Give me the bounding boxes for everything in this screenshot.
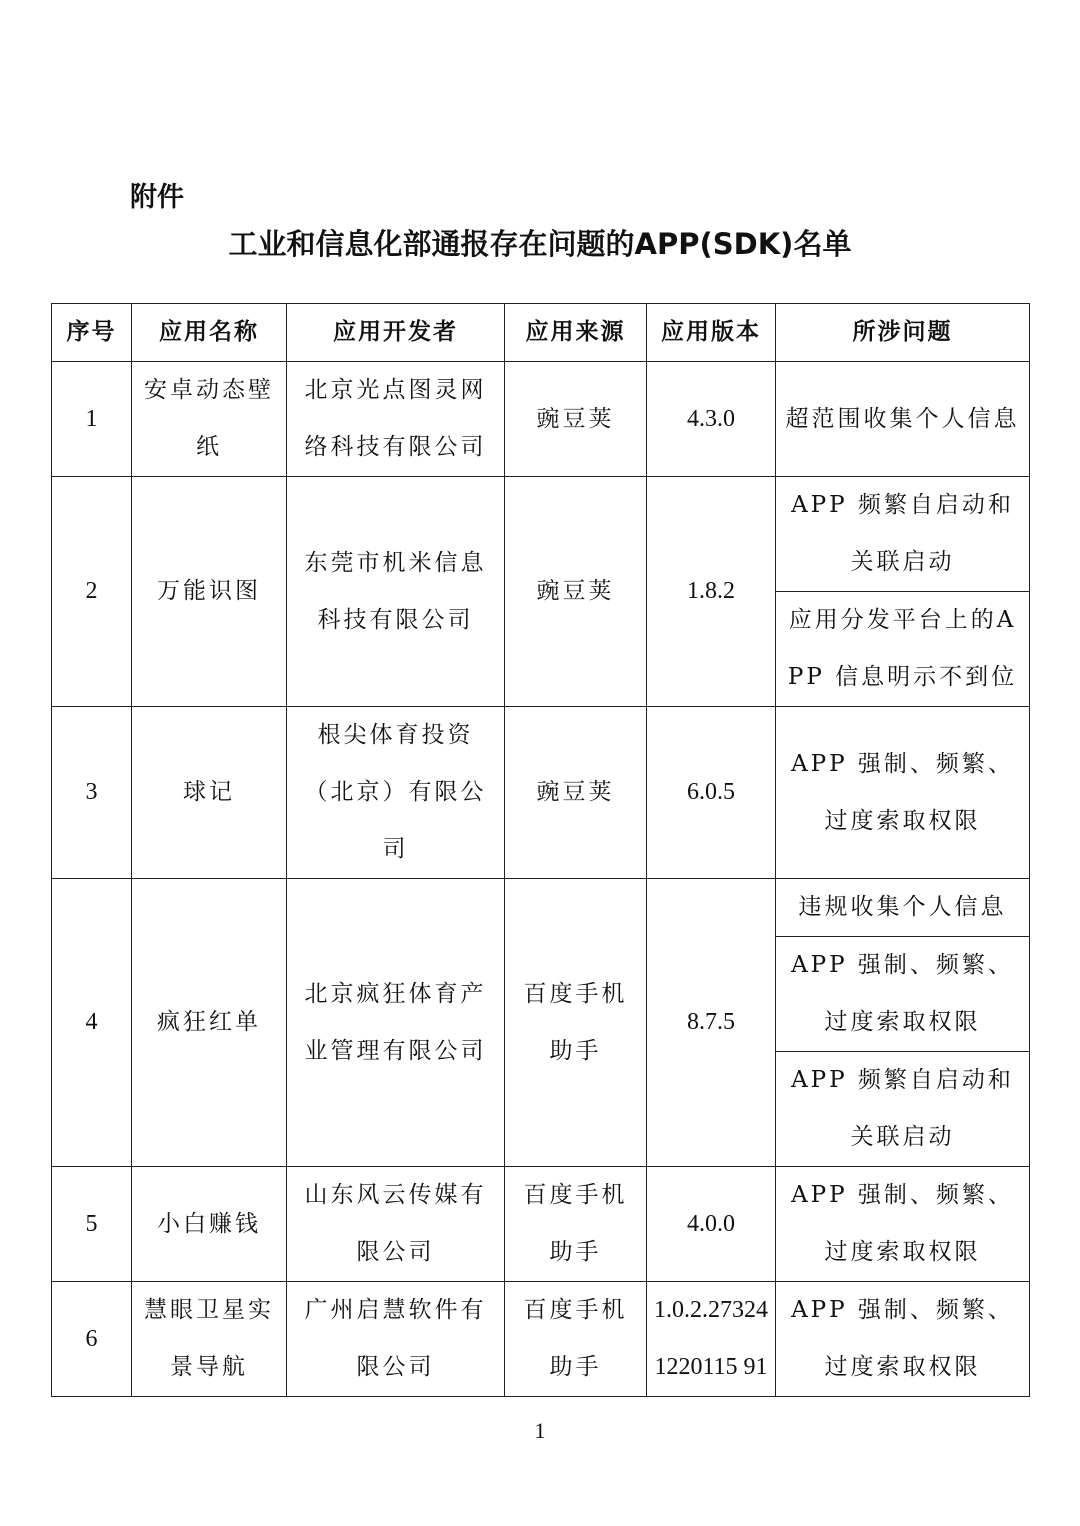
cell-issue: APP 强制、频繁、过度索取权限 <box>776 1167 1030 1282</box>
table-row <box>52 879 1030 937</box>
page-number: 1 <box>534 1418 546 1443</box>
cell-issue: 应用分发平台上的APP 信息明示不到位 <box>776 592 1030 707</box>
cell-developer: 东莞市机米信息科技有限公司 <box>287 477 505 707</box>
app-list-table <box>51 303 1030 1397</box>
cell-issue: 违规收集个人信息 <box>776 879 1030 937</box>
cell-no: 1 <box>52 362 132 477</box>
cell-source: 豌豆荚 <box>505 707 647 879</box>
cell-issue: APP 频繁自启动和关联启动 <box>776 1052 1030 1167</box>
cell-no: 3 <box>52 707 132 879</box>
header-developer: 应用开发者 <box>287 304 505 362</box>
header-version: 应用版本 <box>647 304 776 362</box>
cell-version: 8.7.5 <box>647 879 776 1167</box>
cell-version: 4.3.0 <box>647 362 776 477</box>
cell-app-name: 球记 <box>132 707 287 879</box>
cell-version: 1.8.2 <box>647 477 776 707</box>
cell-app-name: 小白赚钱 <box>132 1167 287 1282</box>
cell-developer: 根尖体育投资（北京）有限公司 <box>287 707 505 879</box>
cell-version: 1.0.2.273241220115 91 <box>647 1282 776 1397</box>
cell-issue: APP 频繁自启动和关联启动 <box>776 477 1030 592</box>
header-source: 应用来源 <box>505 304 647 362</box>
cell-no: 4 <box>52 879 132 1167</box>
cell-version: 6.0.5 <box>647 707 776 879</box>
table-row <box>52 1167 1030 1282</box>
table-row <box>52 707 1030 879</box>
document-title: 工业和信息化部通报存在问题的APP(SDK)名单 <box>228 227 852 261</box>
cell-source: 百度手机助手 <box>505 1282 647 1397</box>
table-header-row <box>52 304 1030 362</box>
cell-no: 5 <box>52 1167 132 1282</box>
cell-source: 百度手机助手 <box>505 879 647 1167</box>
annex-label: 附件 <box>130 182 184 213</box>
cell-app-name: 万能识图 <box>132 477 287 707</box>
cell-source: 豌豆荚 <box>505 362 647 477</box>
cell-developer: 北京疯狂体育产业管理有限公司 <box>287 879 505 1167</box>
header-app-name: 应用名称 <box>132 304 287 362</box>
cell-issue: APP 强制、频繁、过度索取权限 <box>776 937 1030 1052</box>
cell-no: 6 <box>52 1282 132 1397</box>
header-no: 序号 <box>52 304 132 362</box>
table-row <box>52 362 1030 477</box>
cell-version: 4.0.0 <box>647 1167 776 1282</box>
cell-app-name: 疯狂红单 <box>132 879 287 1167</box>
cell-developer: 北京光点图灵网络科技有限公司 <box>287 362 505 477</box>
cell-issue: 超范围收集个人信息 <box>776 362 1030 477</box>
cell-source: 豌豆荚 <box>505 477 647 707</box>
cell-app-name: 安卓动态壁纸 <box>132 362 287 477</box>
header-issues: 所涉问题 <box>776 304 1030 362</box>
table-row <box>52 1282 1030 1397</box>
cell-developer: 广州启慧软件有限公司 <box>287 1282 505 1397</box>
table-row <box>52 477 1030 592</box>
cell-source: 百度手机助手 <box>505 1167 647 1282</box>
cell-issue: APP 强制、频繁、过度索取权限 <box>776 1282 1030 1397</box>
cell-issue: APP 强制、频繁、过度索取权限 <box>776 707 1030 879</box>
cell-developer: 山东风云传媒有限公司 <box>287 1167 505 1282</box>
cell-app-name: 慧眼卫星实景导航 <box>132 1282 287 1397</box>
cell-no: 2 <box>52 477 132 707</box>
